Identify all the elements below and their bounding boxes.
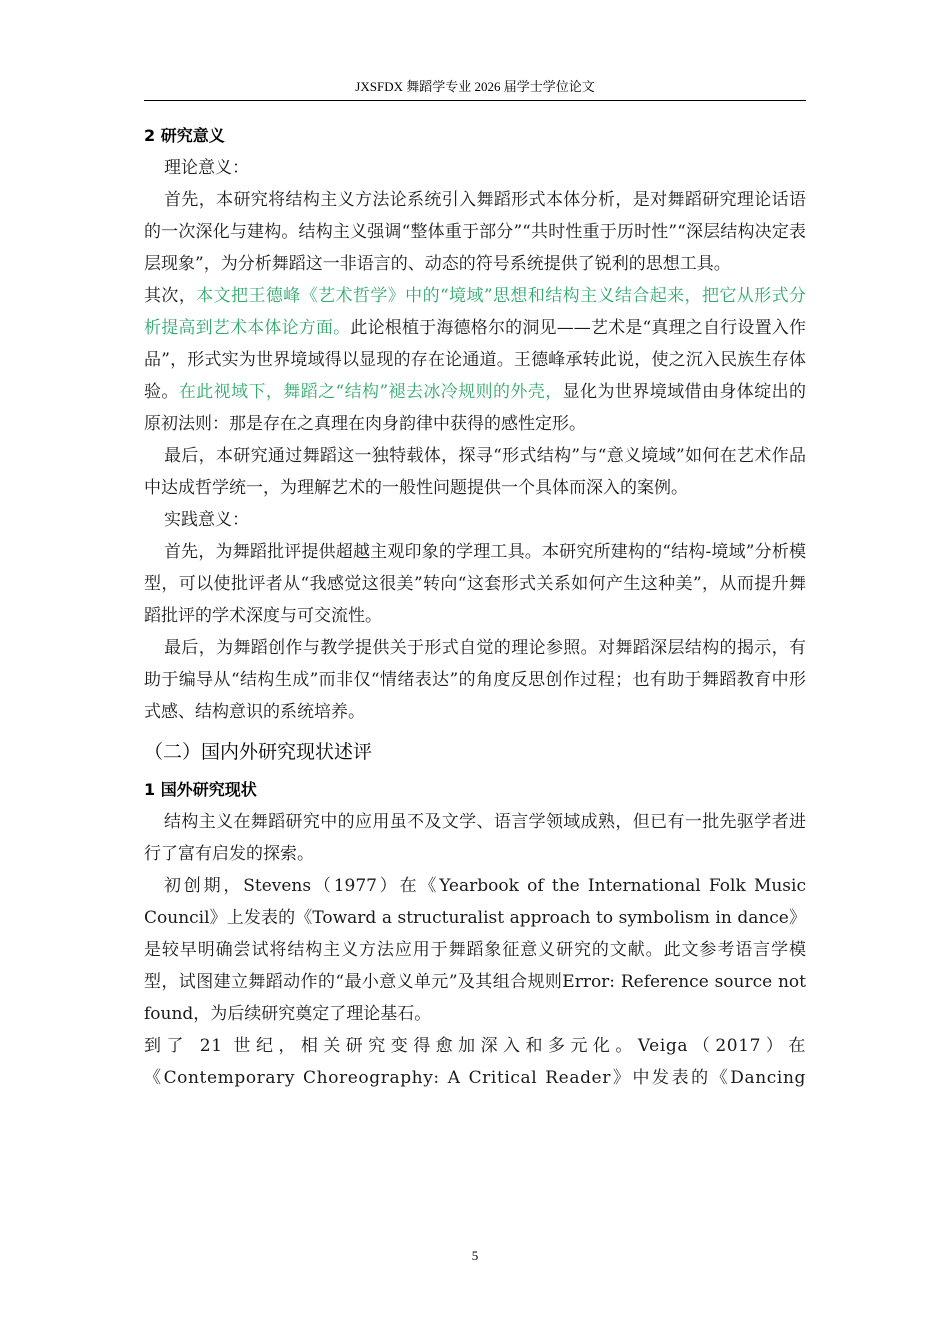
text-run: 此论根植于海德格尔的洞见——艺术是“真理之自行设置入作品”，形式实为世界境域得以显现的存在论通道。王德峰承转此说，使之沉入民族生存体验。 bbox=[144, 318, 806, 402]
paragraph-practice-2: 最后，为舞蹈创作与教学提供关于形式自觉的理论参照。对舞蹈深层结构的揭示，有助于编导从“结构生成”而非仅“情绪表达”的角度反思创作过程；也有助于舞蹈教育中形式感、结构意识的系统培养。 bbox=[144, 638, 806, 722]
paragraph-foreign-3-line1: 到了 21 世纪，相关研究变得愈加深入和多元化。Veiga（2017）在 bbox=[144, 1036, 806, 1056]
running-header: JXSFDX 舞蹈学专业 2026 届学士学位论文 bbox=[355, 79, 595, 94]
subsection-heading-foreign: 1 国外研究现状 bbox=[144, 780, 257, 799]
section-heading-research-review: （二）国内外研究现状述评 bbox=[144, 741, 373, 763]
section-heading-significance: 2 研究意义 bbox=[144, 126, 225, 145]
highlighted-text: 本文把王德峰《艺术哲学》中的“境域”思想和结构主义结合起来，把它从形式分析提高到艺术本体论方面。 bbox=[144, 286, 806, 338]
text-run: 显化为世界境域借由身体绽出的原初法则：那是存在之真理在肉身韵律中获得的感性定形。 bbox=[144, 382, 807, 434]
page-number: 5 bbox=[471, 1248, 479, 1263]
header-rule bbox=[144, 100, 806, 101]
practice-significance-label: 实践意义： bbox=[164, 510, 249, 530]
theory-significance-label: 理论意义： bbox=[164, 158, 249, 178]
paragraph-foreign-2: 初创期，Stevens（1977）在《Yearbook of the International Folk Music Council》上发表的《Toward a structuralist approach to symbolism in dance》是较早明确尝试将结构主义方法应用于舞蹈象征意义研究的文献。此文参考语言学模型，试图建立舞蹈动作的“最小意义单元”及其组合规则Error: Reference source not found，为后续研究奠定了理论基石。 bbox=[144, 876, 806, 1024]
paragraph-foreign-1: 结构主义在舞蹈研究中的应用虽不及文学、语言学领域成熟，但已有一批先驱学者进行了富有启发的探索。 bbox=[144, 812, 806, 864]
paragraph-foreign-3-line2: 《Contemporary Choreography: A Critical Reader》中发表的《Dancing bbox=[144, 1068, 806, 1088]
paragraph-theory-1: 首先，本研究将结构主义方法论系统引入舞蹈形式本体分析，是对舞蹈研究理论话语的一次深化与建构。结构主义强调“整体重于部分”“共时性重于历时性”“深层结构决定表层现象”，为分析舞蹈这一非语言的、动态的符号系统提供了锐利的思想工具。 bbox=[144, 190, 806, 274]
body-content bbox=[144, 118, 806, 1094]
paragraph-theory-2 bbox=[144, 280, 806, 440]
paragraph-practice-1: 首先，为舞蹈批评提供超越主观印象的学理工具。本研究所建构的“结构-境域”分析模型，可以使批评者从“我感觉这很美”转向“这套形式关系如何产生这种美”，从而提升舞蹈批评的学术深度与可交流性。 bbox=[144, 542, 806, 626]
paragraph-theory-3: 最后，本研究通过舞蹈这一独特载体，探寻“形式结构”与“意义境域”如何在艺术作品中达成哲学统一，为理解艺术的一般性问题提供一个具体而深入的案例。 bbox=[144, 446, 806, 498]
highlighted-text: 在此视域下，舞蹈之“结构”褪去冰冷规则的外壳， bbox=[178, 382, 563, 402]
text-run: 其次， bbox=[144, 286, 197, 306]
